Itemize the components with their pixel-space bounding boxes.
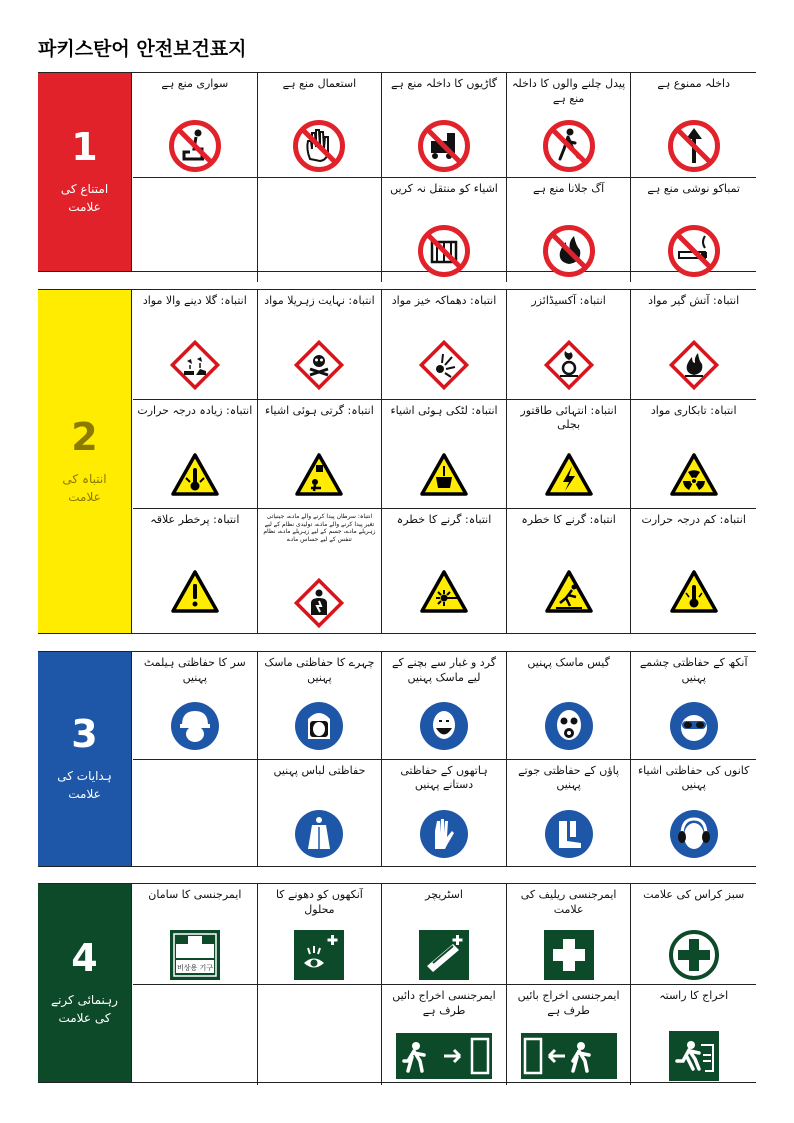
sign-caption: گیس ماسک پہنیں	[527, 656, 610, 669]
sign-grid	[133, 73, 756, 271]
radioactive-icon	[669, 446, 719, 509]
face-shield-icon	[294, 698, 344, 759]
guidance-section	[38, 883, 756, 1083]
sign-row	[133, 652, 756, 759]
section-number: 3	[71, 712, 98, 756]
sign-cell	[382, 290, 507, 399]
empty-cell	[133, 178, 258, 282]
section-label: ہدایات کی علامت	[57, 769, 112, 801]
sign-cell	[507, 652, 632, 759]
sign-caption: اخراج کا راستہ	[659, 989, 729, 1002]
safety-gloves-icon	[419, 806, 469, 867]
section-band	[38, 652, 132, 866]
sign-cell	[631, 73, 756, 177]
sign-caption: انتباہ: سرطان پیدا کرنے والے مادے، جینیاتی تغیر پیدا کرنے والے مادے، تولیدی نظام کے لیے زہریلے مادے، جسم کے لیے زہریلے مادے، نظام تنفس کے لیے حساس مادے	[263, 513, 376, 543]
sign-caption: انتباہ: زیادہ درجہ حرارت	[137, 403, 253, 417]
sign-cell	[507, 985, 632, 1085]
sign-caption: انتباہ: گلا دینے والا مواد	[142, 294, 247, 307]
sign-caption: ایمرجنسی اخراج دائیں طرف ہے	[392, 989, 496, 1017]
sign-cell	[133, 73, 258, 177]
section-label: انتباہ کی علامت	[62, 471, 107, 504]
sign-caption: انتباہ: گرنے کا خطرہ	[521, 513, 616, 526]
sign-cell	[258, 760, 383, 867]
sign-caption: حفاظتی لباس پہنیں	[273, 763, 366, 777]
section-label: امتناع کی علامت	[60, 182, 109, 214]
sign-cell	[258, 73, 383, 177]
eyewash-icon	[294, 930, 344, 984]
empty-cell	[258, 178, 383, 282]
no-fire-icon	[542, 224, 596, 282]
section-number: 4	[71, 936, 98, 980]
sign-row	[133, 73, 756, 177]
empty-cell	[258, 985, 383, 1085]
sign-caption: سواری منع ہے	[161, 77, 229, 90]
sign-caption: سبز کراس کی علامت	[643, 888, 745, 901]
sign-caption: پیدل چلنے والوں کا داخلہ منع ہے	[511, 77, 626, 105]
sign-caption: انتباہ: دھماکہ خیز مواد	[391, 294, 497, 307]
sign-cell	[631, 290, 756, 399]
falling-object-icon	[294, 446, 344, 509]
sign-cell	[382, 73, 507, 177]
no-riding-icon	[168, 119, 222, 177]
health-hazard-icon	[293, 577, 345, 633]
do-not-touch-icon	[292, 119, 346, 177]
oxidizer-icon	[543, 336, 595, 399]
sign-caption: انتباہ: نہایت زہریلا مواد	[264, 294, 375, 307]
sign-cell	[258, 884, 383, 984]
no-moving-objects-icon	[417, 224, 471, 282]
first-aid-icon	[544, 930, 594, 984]
sign-cell	[382, 400, 507, 509]
sign-caption: پاؤں کے حفاظتی جوتے پہنیں	[518, 763, 620, 792]
sign-caption: گرد و غبار سے بچنے کے لیے ماسک پہنیں	[392, 656, 497, 684]
sign-cell	[133, 884, 258, 984]
sign-caption: ایمرجنسی اخراج بائیں طرف ہے	[517, 989, 620, 1017]
sign-caption: ایمرجنسی کا سامان	[148, 888, 242, 901]
section-band	[38, 884, 132, 1082]
sign-cell	[258, 400, 383, 509]
ear-protection-icon	[669, 806, 719, 867]
sign-cell	[631, 652, 756, 759]
sign-text: 비상용 기구	[176, 964, 213, 972]
sign-cell	[631, 760, 756, 867]
sign-cell	[631, 884, 756, 984]
sign-caption: آگ جلانا منع ہے	[533, 182, 605, 195]
sign-caption: ایمرجنسی ریلیف کی علامت	[520, 888, 617, 916]
exit-right-icon	[396, 1031, 492, 1085]
sign-cell	[382, 760, 507, 867]
sign-caption: انتباہ: کم درجہ حرارت	[641, 513, 746, 526]
no-vehicle-icon	[417, 119, 471, 177]
sign-caption: انتباہ: پرخطر علاقہ	[150, 513, 240, 526]
sign-cell	[258, 509, 383, 633]
empty-cell	[133, 985, 258, 1085]
sign-caption: انتباہ: گرنے کا خطرہ	[396, 513, 492, 526]
sign-caption: انتباہ: تابکاری مواد	[650, 403, 737, 417]
sign-caption: انتباہ: آکسیڈائزر	[531, 294, 606, 307]
sign-cell	[382, 509, 507, 633]
low-temperature-icon	[669, 555, 719, 633]
sign-caption: انتباہ: انتہائی طاقتور بجلی	[520, 403, 617, 432]
sign-caption: سر کا حفاظتی ہیلمٹ پہنیں	[143, 656, 246, 684]
sign-grid	[133, 884, 756, 1082]
emergency-equipment-icon	[170, 930, 220, 984]
sign-cell	[507, 509, 632, 633]
section-label: رہنمائی کرنے کی علامت	[51, 993, 118, 1025]
section-number: 1	[71, 125, 98, 169]
safety-boots-icon	[544, 806, 594, 867]
exit-route-icon	[669, 1031, 719, 1085]
no-pedestrian-icon	[542, 119, 596, 177]
sign-cell	[507, 400, 632, 509]
sign-cell	[382, 985, 507, 1085]
mandatory-section	[38, 651, 756, 867]
sign-caption: آنکھ کے حفاظتی چشمے پہنیں	[639, 656, 748, 684]
sign-row	[133, 884, 756, 984]
exit-left-icon	[521, 1031, 617, 1085]
sign-caption: انتباہ: لٹکی ہوئی اشیاء	[390, 403, 498, 417]
fall-hazard-icon	[544, 555, 594, 633]
sign-cell	[631, 509, 756, 633]
sign-cell	[507, 73, 632, 177]
sign-cell	[507, 884, 632, 984]
no-entry-icon	[667, 119, 721, 177]
sign-cell	[507, 178, 632, 282]
sign-cell	[507, 290, 632, 399]
general-danger-icon	[170, 555, 220, 633]
sign-caption: چہرے کا حفاظتی ماسک پہنیں	[264, 656, 375, 684]
sign-caption: انتباہ: آتش گیر مواد	[648, 294, 740, 307]
protective-clothing-icon	[294, 806, 344, 867]
sign-caption: داخلہ ممنوع ہے	[657, 77, 730, 90]
sign-caption: استعمال منع ہے	[282, 77, 357, 90]
sign-cell	[382, 178, 507, 282]
sign-caption: اسٹریچر	[425, 888, 463, 901]
suspended-load-icon	[419, 446, 469, 509]
sign-row	[133, 759, 756, 867]
sign-cell	[133, 290, 258, 399]
sign-caption: تمباکو نوشی منع ہے	[647, 182, 740, 195]
section-number: 2	[71, 414, 98, 459]
flammable-icon	[668, 336, 720, 399]
prohibition-section	[38, 72, 756, 272]
warning-section	[38, 289, 756, 634]
sign-cell	[258, 652, 383, 759]
sign-cell	[382, 652, 507, 759]
sign-caption: ہاتھوں کے حفاظتی دستانے پہنیں	[400, 763, 488, 792]
sign-caption: انتباہ: گرتی ہوئی اشیاء	[265, 403, 374, 417]
sign-cell	[631, 400, 756, 509]
sign-row	[133, 177, 756, 282]
sign-cell	[631, 178, 756, 282]
page-title: 파키스탄어 안전보건표지	[38, 38, 247, 60]
section-band	[38, 73, 132, 271]
corrosive-icon	[169, 336, 221, 399]
sign-row	[133, 399, 756, 509]
laser-icon	[419, 555, 469, 633]
sign-cell	[133, 400, 258, 509]
sign-cell	[133, 509, 258, 633]
sign-grid	[133, 652, 756, 866]
high-temperature-icon	[170, 446, 220, 509]
sign-caption: آنکھوں کو دھونے کا محلول	[275, 888, 363, 916]
sign-cell	[382, 884, 507, 984]
explosive-icon	[418, 336, 470, 399]
gas-mask-icon	[544, 698, 594, 759]
toxic-icon	[293, 336, 345, 399]
sign-caption: اشیاء کو منتقل نہ کریں	[390, 182, 498, 195]
no-smoking-icon	[667, 224, 721, 282]
sign-caption: گاڑیوں کا داخلہ منع ہے	[390, 77, 498, 90]
sign-cell	[133, 652, 258, 759]
safety-goggles-icon	[669, 698, 719, 759]
dust-mask-icon	[419, 698, 469, 759]
sign-row	[133, 290, 756, 399]
sign-grid	[133, 290, 756, 633]
sign-cell	[507, 760, 632, 867]
sign-row	[133, 984, 756, 1085]
sign-caption: کانوں کی حفاظتی اشیاء پہنیں	[638, 763, 750, 792]
sign-row	[133, 508, 756, 633]
helmet-icon	[170, 698, 220, 759]
high-voltage-icon	[544, 446, 594, 509]
sign-cell	[258, 290, 383, 399]
section-band	[38, 290, 132, 633]
empty-cell	[133, 760, 258, 867]
sign-cell	[631, 985, 756, 1085]
stretcher-icon	[419, 930, 469, 984]
green-cross-icon	[669, 930, 719, 984]
